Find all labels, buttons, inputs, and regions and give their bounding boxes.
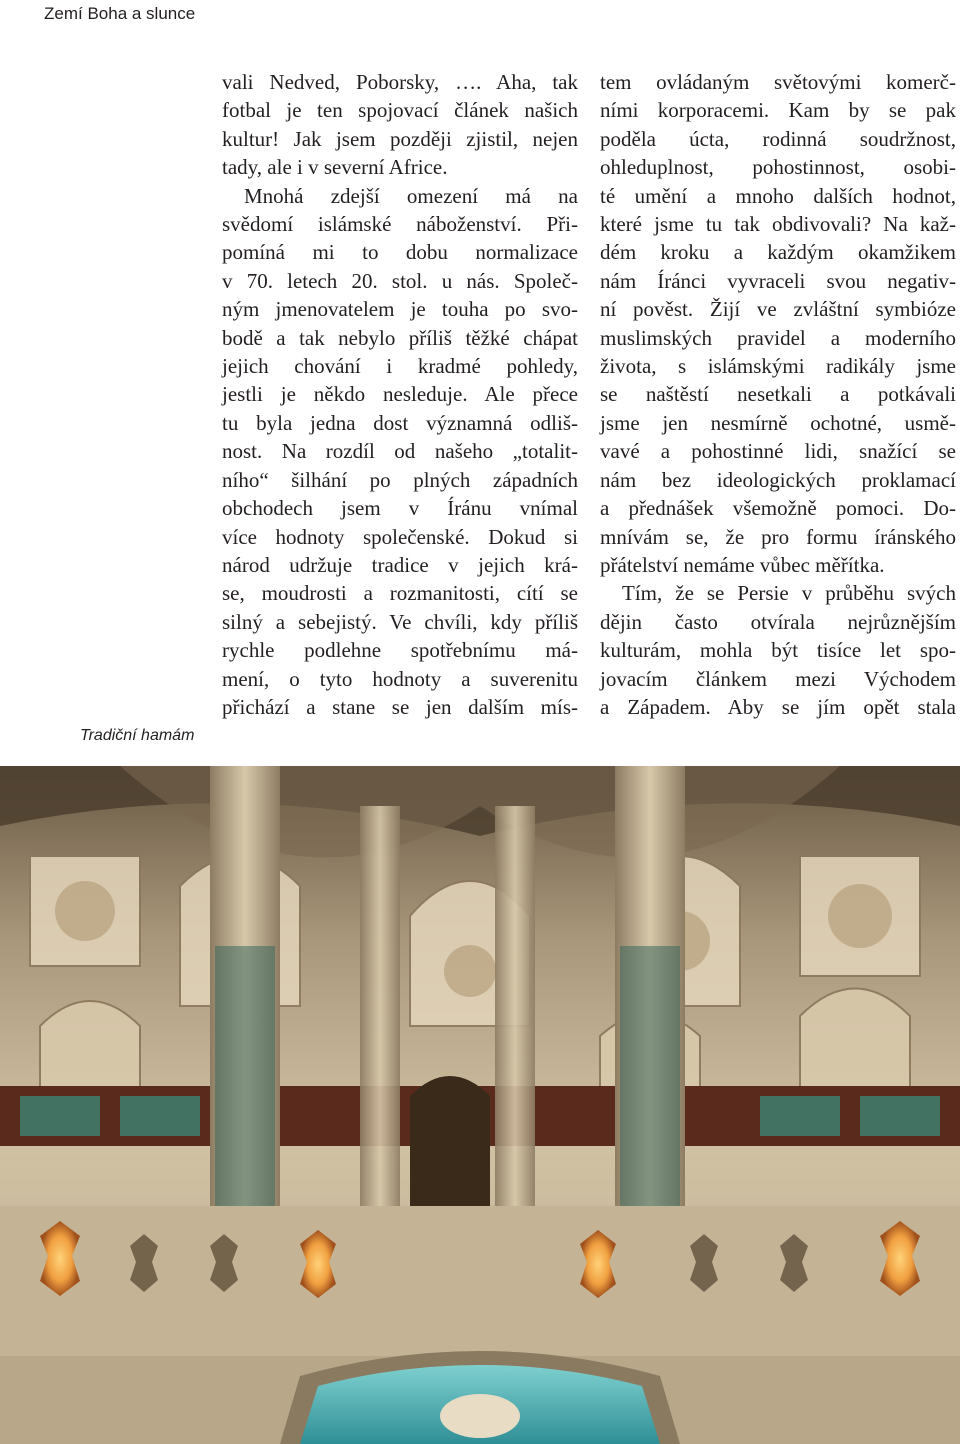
text-line: ným jmenovatelem je touha po svo- (222, 297, 578, 322)
text-line: jovacím článkem mezi Východem (600, 666, 956, 691)
text-line: kulturám, mohla být tisíce let spo- (600, 638, 956, 663)
text-line: ní pověst. Žijí ve zvláštní symbióze (600, 297, 956, 322)
text-line: muslimských pravidel a moderního (600, 325, 956, 350)
text-line: v 70. letech 20. stol. u nás. Společ- (222, 268, 578, 293)
text-line: přichází a stane se jen dalším mís- (222, 694, 578, 719)
text-line: národ udržuje tradice v jejich krá- (222, 552, 578, 577)
text-line: nám bez ideologických proklamací (600, 467, 956, 492)
text-line: vali Nedved, Poborsky, …. Aha, tak (222, 70, 578, 94)
text-column-right (600, 68, 956, 721)
text-line: dějin často otvírala nejrůznějším (600, 609, 956, 634)
text-line: obchodech jsem v Íránu vnímal (222, 496, 578, 521)
text-line: tu byla jedna dost významná odliš- (222, 410, 578, 435)
text-line: které jsme tu tak obdivovali? Na kaž- (600, 212, 956, 237)
text-line: bodě a tak nebylo příliš těžké chápat (222, 325, 578, 350)
text-line: nám Íránci vyvraceli svou negativ- (600, 268, 956, 293)
text-line: ními korporacemi. Kam by se pak (600, 98, 956, 123)
text-line: Tím, že se Persie v průběhu svých (622, 581, 956, 606)
text-line: Mnohá zdejší omezení má na (244, 183, 578, 208)
text-line: ního“ šilhání po plných západních (222, 467, 578, 492)
text-line: se naštěstí nesetkali a potkávali (600, 382, 956, 407)
photo-caption: Tradiční hamám (80, 727, 195, 744)
text-line: rychle podlehne spotřebnímu má- (222, 638, 578, 663)
text-line: jsme jen nesmírně ochotné, usmě- (600, 410, 956, 435)
text-line: poděla úcta, rodinná soudržnost, (600, 126, 956, 151)
hammam-photo (0, 766, 960, 1444)
text-line: jejich chování i kradmé pohledy, (222, 354, 578, 379)
text-line: jestli je někdo nesleduje. Ale přece (222, 382, 578, 407)
running-head: Zemí Boha a slunce (44, 4, 196, 23)
text-line: fotbal je ten spojovací článek našich (222, 98, 578, 123)
text-line: života, s islámskými radikály jsme (600, 354, 956, 379)
text-line: ohleduplnost, pohostinnost, osobi- (600, 155, 956, 180)
text-column-left (222, 68, 578, 721)
fountain-basin (440, 1394, 520, 1438)
text-line: pomíná mi to dobu normalizace (222, 240, 578, 265)
text-line: silný a sebejistý. Ve chvíli, kdy příliš (222, 609, 578, 634)
hammam-photo-illustration (0, 766, 960, 1444)
text-line: se, moudrosti a rozmanitosti, cítí se (222, 581, 578, 606)
text-line: a Západem. Aby se jím opět stala (600, 694, 956, 719)
text-line: svědomí islámské náboženství. Při- (222, 212, 578, 237)
text-line: mení, o tyto hodnoty a suverenitu (222, 666, 578, 691)
text-line: přátelství nemáme vůbec měřítka. (600, 552, 885, 577)
text-line: tem ovládaným světovými komerč- (600, 70, 956, 94)
text-line: mnívám se, že pro formu íránského (600, 524, 956, 549)
text-line: nost. Na rozdíl od našeho „totalit- (222, 439, 578, 464)
text-line: více hodnoty společenské. Dokud si (222, 524, 578, 549)
central-doorway (410, 1076, 490, 1206)
text-line: tady, ale i v severní Africe. (222, 155, 448, 180)
text-line: dém kroku a každým okamžikem (600, 240, 956, 265)
text-line: té umění a mnoho dalších hodnot, (600, 183, 956, 208)
text-line: kultur! Jak jsem později zjistil, nejen (222, 126, 578, 151)
text-line: vavé a pohostinné lidi, snažící se (600, 439, 956, 464)
text-line: a přednášek všemožně pomoci. Do- (600, 496, 956, 521)
